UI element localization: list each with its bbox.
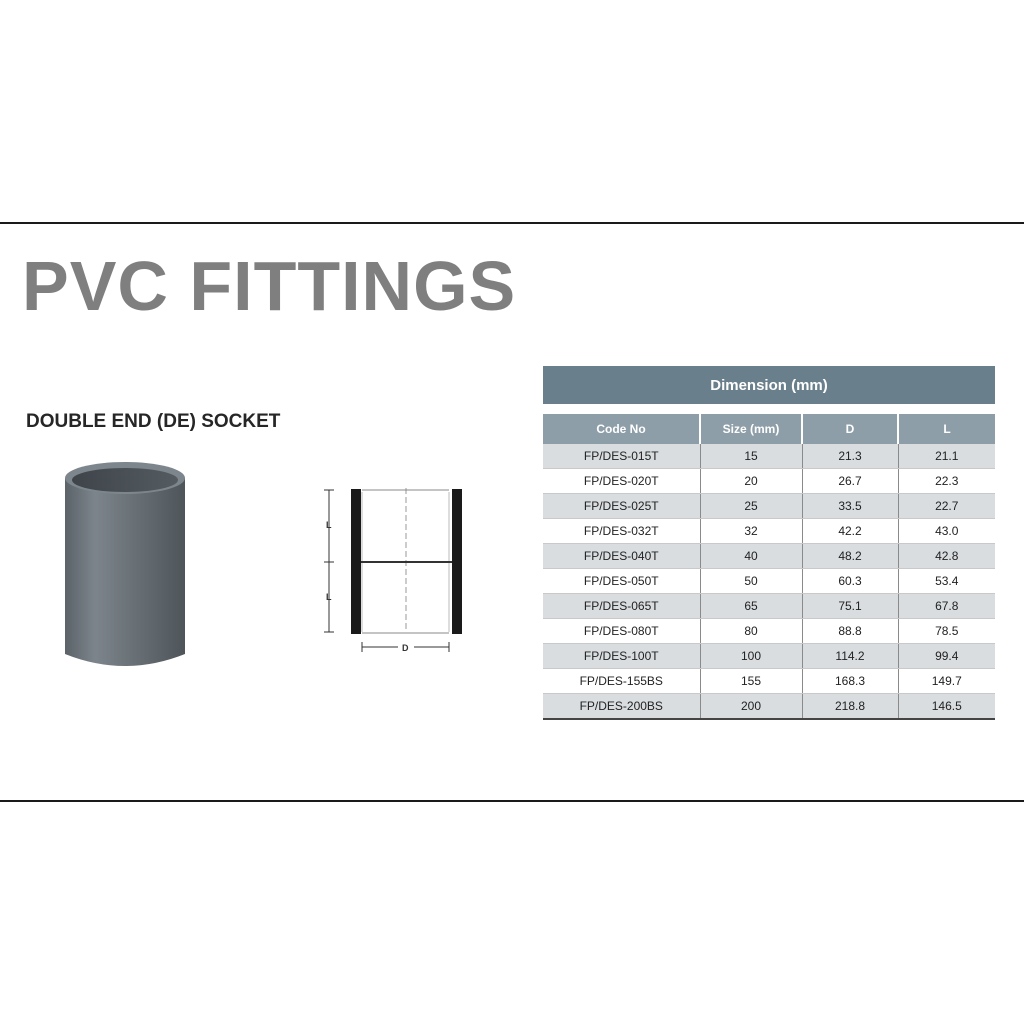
- cell-d: 33.5: [802, 494, 898, 519]
- cell-code: FP/DES-025T: [543, 494, 700, 519]
- cell-d: 42.2: [802, 519, 898, 544]
- cell-d: 60.3: [802, 569, 898, 594]
- bottom-divider: [0, 800, 1024, 802]
- length-label-upper: L: [326, 520, 332, 530]
- table-row: [543, 519, 995, 544]
- cell-code: FP/DES-065T: [543, 594, 700, 619]
- cell-code: FP/DES-050T: [543, 569, 700, 594]
- table-row: [543, 544, 995, 569]
- column-header-d: D: [802, 409, 898, 444]
- cell-code: FP/DES-155BS: [543, 669, 700, 694]
- cell-size: 200: [700, 694, 802, 720]
- table-row: [543, 694, 995, 720]
- column-header-size: Size (mm): [700, 409, 802, 444]
- cell-d: 26.7: [802, 469, 898, 494]
- cell-d: 88.8: [802, 619, 898, 644]
- top-divider: [0, 222, 1024, 224]
- cell-code: FP/DES-015T: [543, 444, 700, 469]
- cell-size: 100: [700, 644, 802, 669]
- cell-code: FP/DES-100T: [543, 644, 700, 669]
- cell-l: 99.4: [898, 644, 995, 669]
- column-header-l: L: [898, 409, 995, 444]
- table-row: [543, 444, 995, 469]
- cell-size: 50: [700, 569, 802, 594]
- table-row: [543, 644, 995, 669]
- dimension-group-header: Dimension (mm): [543, 366, 995, 409]
- table-row: [543, 469, 995, 494]
- cell-l: 22.3: [898, 469, 995, 494]
- cell-l: 78.5: [898, 619, 995, 644]
- socket-dimension-diagram: [318, 480, 468, 660]
- cell-l: 149.7: [898, 669, 995, 694]
- cell-l: 42.8: [898, 544, 995, 569]
- product-title: DOUBLE END (DE) SOCKET: [26, 411, 281, 432]
- cell-d: 21.3: [802, 444, 898, 469]
- cell-code: FP/DES-020T: [543, 469, 700, 494]
- cell-size: 65: [700, 594, 802, 619]
- table-row: [543, 569, 995, 594]
- cell-l: 146.5: [898, 694, 995, 720]
- table-row: [543, 594, 995, 619]
- cell-l: 43.0: [898, 519, 995, 544]
- cell-code: FP/DES-032T: [543, 519, 700, 544]
- table-row: [543, 494, 995, 519]
- cell-d: 114.2: [802, 644, 898, 669]
- cell-d: 168.3: [802, 669, 898, 694]
- cell-size: 25: [700, 494, 802, 519]
- cell-code: FP/DES-040T: [543, 544, 700, 569]
- cell-code: FP/DES-200BS: [543, 694, 700, 720]
- cell-size: 80: [700, 619, 802, 644]
- cell-size: 32: [700, 519, 802, 544]
- column-header-code: Code No: [543, 409, 700, 444]
- cell-d: 75.1: [802, 594, 898, 619]
- cell-size: 40: [700, 544, 802, 569]
- pvc-socket-photo: [60, 456, 190, 676]
- dimension-table: [543, 366, 995, 720]
- diameter-label: D: [402, 643, 409, 653]
- cell-l: 21.1: [898, 444, 995, 469]
- cell-d: 48.2: [802, 544, 898, 569]
- cell-size: 20: [700, 469, 802, 494]
- cell-size: 15: [700, 444, 802, 469]
- page-title: PVC FITTINGS: [22, 247, 517, 325]
- cell-d: 218.8: [802, 694, 898, 720]
- length-label-lower: L: [326, 592, 332, 602]
- cell-l: 22.7: [898, 494, 995, 519]
- table-row: [543, 619, 995, 644]
- table-body: [543, 444, 995, 719]
- cell-code: FP/DES-080T: [543, 619, 700, 644]
- table-row: [543, 669, 995, 694]
- cell-l: 53.4: [898, 569, 995, 594]
- cell-l: 67.8: [898, 594, 995, 619]
- cell-size: 155: [700, 669, 802, 694]
